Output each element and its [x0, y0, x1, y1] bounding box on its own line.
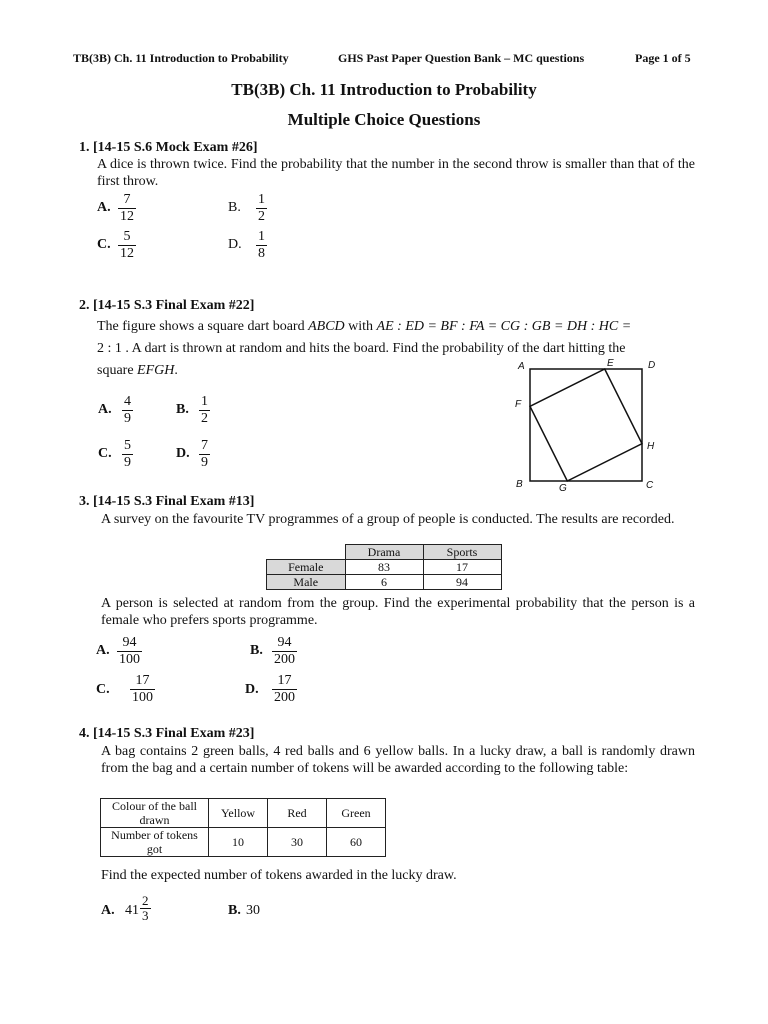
q2-text-d: square	[97, 363, 138, 378]
label-d: D	[648, 360, 656, 371]
col-header-sports: Sports	[423, 545, 501, 560]
table-cell: 17	[423, 560, 501, 575]
col-header-drama: Drama	[345, 545, 423, 560]
table-cell: 6	[345, 575, 423, 590]
numerator: 5	[123, 229, 131, 244]
q1-option-a-fraction	[118, 192, 136, 225]
q2-option-a-fraction	[122, 394, 133, 427]
q3-option-a-label: A.	[96, 643, 110, 658]
q1-option-d-label: D.	[228, 237, 242, 252]
table-cell-blank	[267, 545, 346, 560]
q3-option-d-fraction	[272, 673, 297, 706]
q1-option-b-fraction	[256, 192, 267, 225]
numerator: 17	[277, 673, 292, 688]
table-row	[267, 545, 502, 560]
q1-option-c-label: C.	[97, 237, 111, 252]
table-cell: 83	[345, 560, 423, 575]
q2-efgh: EFGH	[137, 363, 175, 378]
q2-abcd: ABCD	[308, 319, 345, 334]
numerator: 94	[122, 635, 137, 650]
q1-text: A dice is thrown twice. Find the probability that the number in the second throw is smaller than that of the first throw.	[97, 157, 695, 189]
table-row	[101, 799, 386, 828]
denominator: 200	[274, 690, 295, 705]
numerator: 5	[124, 438, 131, 453]
q2-text-c: 2 : 1 . A dart is thrown at random and hits the board. Find the probability of the dart hitting the	[97, 341, 626, 356]
q4-option-a-label: A.	[101, 903, 115, 918]
q2-heading: 2. [14-15 S.3 Final Exam #22]	[79, 298, 255, 313]
q2-text-a: The figure shows a square dart board	[97, 319, 309, 334]
page-subtitle: Multiple Choice Questions	[287, 110, 481, 129]
square-abcd	[530, 369, 642, 481]
q3-option-a-fraction	[117, 635, 142, 668]
q3-option-b-label: B.	[250, 643, 263, 658]
table-cell: 10	[209, 828, 268, 857]
q1-option-d-fraction	[256, 229, 267, 262]
numerator: 1	[258, 192, 265, 207]
q4-text: A bag contains 2 green balls, 4 red balls and 6 yellow balls. In a lucky draw, a ball is randomly drawn from the bag and a certain number of tokens will be awarded according to the following table:	[101, 744, 695, 776]
dartboard-figure	[510, 356, 660, 496]
table-cell: Green	[327, 799, 386, 828]
q1-option-a-label: A.	[97, 200, 111, 215]
label-f: F	[515, 399, 522, 410]
q2-option-d-fraction	[199, 438, 210, 471]
denominator: 9	[201, 455, 208, 470]
q3-option-b-fraction	[272, 635, 297, 668]
header-left: TB(3B) Ch. 11 Introduction to Probability	[73, 51, 289, 65]
label-g: G	[559, 483, 567, 494]
label-h: H	[647, 441, 655, 452]
page-title: TB(3B) Ch. 11 Introduction to Probability	[231, 80, 537, 99]
q4-text2: Find the expected number of tokens awarded in the lucky draw.	[101, 868, 457, 883]
row-header-female: Female	[267, 560, 346, 575]
denominator: 9	[124, 455, 131, 470]
q2-option-c-label: C.	[98, 446, 112, 461]
row-header-tokens: Number of tokens got	[101, 828, 209, 857]
numerator: 2	[142, 893, 149, 908]
q3-option-d-label: D.	[245, 682, 259, 697]
q3-option-c-label: C.	[96, 682, 110, 697]
denominator: 100	[132, 690, 153, 705]
table-cell: 30	[268, 828, 327, 857]
header-center: GHS Past Paper Question Bank – MC questions	[338, 51, 585, 65]
q4-table	[100, 798, 386, 857]
label-c: C	[646, 480, 654, 491]
denominator: 200	[274, 652, 295, 667]
numerator: 7	[201, 438, 208, 453]
table-cell: Yellow	[209, 799, 268, 828]
numerator: 1	[201, 394, 208, 409]
numerator: 1	[258, 229, 265, 244]
table-cell: 60	[327, 828, 386, 857]
q4-option-a-whole: 41	[125, 903, 139, 918]
q4-heading: 4. [14-15 S.3 Final Exam #23]	[79, 726, 255, 741]
q2-text-b: with	[344, 319, 377, 334]
q4-option-b-value: 30	[246, 903, 260, 918]
table-row	[267, 560, 502, 575]
label-a: A	[518, 361, 525, 372]
table-row	[101, 828, 386, 857]
q2-option-b-label: B.	[176, 402, 189, 417]
numerator: 94	[277, 635, 292, 650]
table-row	[267, 575, 502, 590]
q2-option-b-fraction	[199, 394, 210, 427]
numerator: 17	[135, 673, 150, 688]
q2-text-line1	[97, 316, 695, 338]
q4-option-b-label: B.	[228, 903, 241, 918]
q2-option-a-label: A.	[98, 402, 112, 417]
row-header-male: Male	[267, 575, 346, 590]
numerator: 4	[124, 394, 131, 409]
table-cell: 94	[423, 575, 501, 590]
denominator: 12	[120, 209, 134, 224]
q4-option-a-fraction	[140, 894, 151, 923]
q3-heading: 3. [14-15 S.3 Final Exam #13]	[79, 494, 255, 509]
q2-text-line3	[97, 360, 178, 382]
denominator: 2	[258, 209, 265, 224]
denominator: 2	[201, 411, 208, 426]
row-header-colour: Colour of the ball drawn	[101, 799, 209, 828]
q2-ratio: AE : ED = BF : FA = CG : GB = DH : HC =	[376, 319, 632, 334]
q3-text: A survey on the favourite TV programmes of a group of people is conducted. The results are recorded.	[101, 512, 675, 527]
q2-option-c-fraction	[122, 438, 133, 471]
denominator: 100	[119, 652, 140, 667]
q2-option-d-label: D.	[176, 446, 190, 461]
q1-option-c-fraction	[118, 229, 136, 262]
q3-table	[266, 544, 502, 590]
denominator: 12	[120, 246, 134, 261]
square-efgh	[530, 369, 642, 481]
q2-text-e: .	[174, 363, 178, 378]
numerator: 7	[123, 192, 131, 207]
denominator: 9	[124, 411, 131, 426]
denominator: 8	[258, 246, 265, 261]
table-cell: Red	[268, 799, 327, 828]
q1-option-b-label: B.	[228, 200, 241, 215]
q1-heading: 1. [14-15 S.6 Mock Exam #26]	[79, 140, 258, 155]
header-right: Page 1 of 5	[635, 51, 691, 65]
label-b: B	[516, 479, 523, 490]
label-e: E	[607, 358, 614, 369]
q3-option-c-fraction	[130, 673, 155, 706]
q3-text2: A person is selected at random from the group. Find the experimental probability that the person is a female who prefers sports programme.	[101, 596, 695, 628]
denominator: 3	[142, 908, 149, 923]
